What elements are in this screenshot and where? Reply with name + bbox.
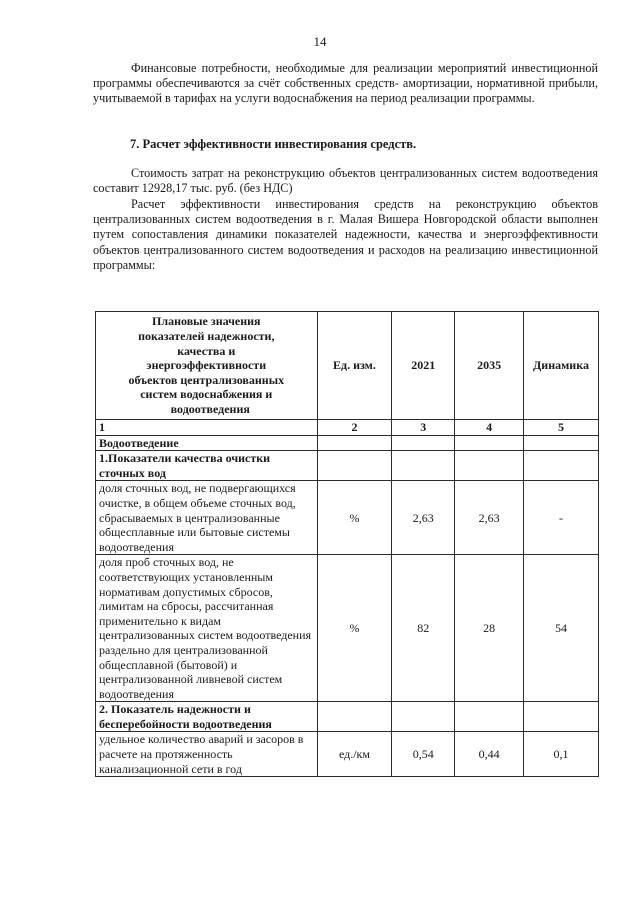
indicator-label: доля сточных вод, не подвергающихся очистке, в общем объеме сточных вод, сбрасываемых в централизованные общесплавные или бытовые системы водоотведения bbox=[96, 481, 318, 555]
column-number: 1 bbox=[96, 420, 318, 436]
header-indicator bbox=[96, 312, 318, 420]
value-2021-cell: 82 bbox=[392, 555, 455, 702]
dynamics-cell: 54 bbox=[524, 555, 599, 702]
column-number: 2 bbox=[317, 420, 392, 436]
table-row bbox=[96, 481, 599, 555]
column-number: 4 bbox=[455, 420, 524, 436]
dynamics-cell: - bbox=[524, 481, 599, 555]
unit-cell: % bbox=[317, 555, 392, 702]
section-row bbox=[96, 435, 599, 451]
section-heading: 7. Расчет эффективности инвестирования средств. bbox=[130, 137, 417, 151]
dynamics-cell: 0,1 bbox=[524, 732, 599, 777]
column-number: 3 bbox=[392, 420, 455, 436]
value-2021-cell: 0,54 bbox=[392, 732, 455, 777]
section-label: Водоотведение bbox=[96, 435, 318, 451]
column-number-row bbox=[96, 420, 599, 436]
metrics-table bbox=[95, 311, 599, 777]
indicator-label: удельное количество аварий и засоров в расчете на протяженность канализационной сети в год bbox=[96, 732, 318, 777]
unit-cell: ед./км bbox=[317, 732, 392, 777]
indicator-label: доля проб сточных вод, не соответствующих установленным нормативам допустимых сбросов, лимитам на сбросы, рассчитанная применительно к видам централизованных систем водоотведения раздельно для централизованной общесплавной (бытовой) и централизованной ливневой систем водоотведения bbox=[96, 555, 318, 702]
paragraph-financing: Финансовые потребности, необходимые для реализации мероприятий инвестиционной программы обеспечиваются за счёт собственных средств- амортизации, нормативной прибыли, учитываемой в тарифах на услуги водоснабжения на период реализации программы. bbox=[93, 61, 598, 106]
header-2035: 2035 bbox=[455, 312, 524, 420]
value-2035-cell: 0,44 bbox=[455, 732, 524, 777]
table-header-row bbox=[96, 312, 599, 420]
column-number: 5 bbox=[524, 420, 599, 436]
group-row bbox=[96, 702, 599, 732]
header-indicator-line: водоотведения bbox=[170, 401, 250, 416]
header-indicator-line: энергоэффективности bbox=[146, 358, 267, 373]
group-label: 2. Показатель надежности и бесперебойности водоотведения bbox=[96, 702, 318, 732]
header-dynamics: Динамика bbox=[524, 312, 599, 420]
paragraph-cost: Стоимость затрат на реконструкцию объектов централизованных систем водоотведения составит 12928,17 тыс. руб. (без НДС) bbox=[93, 166, 598, 196]
header-indicator-line: Плановые значения bbox=[152, 314, 261, 329]
unit-cell: % bbox=[317, 481, 392, 555]
header-indicator-line: объектов централизованных bbox=[128, 372, 285, 387]
header-indicator-line: качества и bbox=[177, 343, 236, 358]
header-indicator-line: систем водоснабжения и bbox=[140, 387, 273, 402]
group-label: 1.Показатели качества очистки сточных вод bbox=[96, 451, 318, 481]
value-2035-cell: 2,63 bbox=[455, 481, 524, 555]
table-row bbox=[96, 555, 599, 702]
page-number: 14 bbox=[313, 34, 327, 49]
header-unit: Ед. изм. bbox=[317, 312, 392, 420]
paragraph-efficiency: Расчет эффективности инвестирования средств на реконструкцию объектов централизованных систем водоотведения в г. Малая Вишера Новгородской области выполнен путем сопоставления динамики показателей надежности, качества и энергоэффективности объектов централизованного систем водоотведения и расходов на реализацию инвестиционной программы: bbox=[93, 197, 598, 272]
header-2021: 2021 bbox=[392, 312, 455, 420]
group-row bbox=[96, 451, 599, 481]
value-2021-cell: 2,63 bbox=[392, 481, 455, 555]
header-indicator-line: показателей надежности, bbox=[138, 329, 275, 344]
table-row bbox=[96, 732, 599, 777]
value-2035-cell: 28 bbox=[455, 555, 524, 702]
